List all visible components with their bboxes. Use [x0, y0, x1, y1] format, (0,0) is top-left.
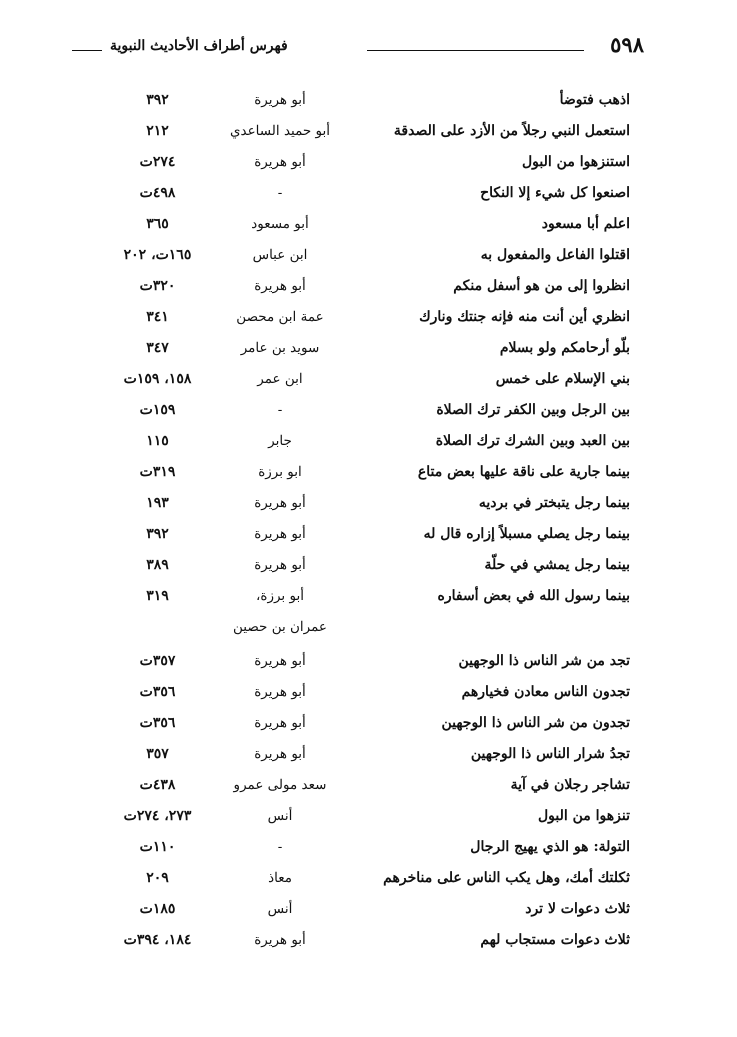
hadith-incipit: بين العبد وبين الشرك ترك الصلاة	[435, 433, 630, 449]
hadith-incipit: بني الإسلام على خمس	[495, 371, 630, 387]
narrator: -	[277, 402, 283, 418]
index-row	[100, 364, 630, 395]
index-row	[100, 426, 630, 457]
header-rule-left	[72, 50, 102, 51]
narrator: سويد بن عامر	[240, 340, 320, 356]
page-reference: ٣٩٢	[146, 526, 169, 542]
index-row	[100, 519, 630, 550]
narrator: ابن عمر	[257, 371, 303, 387]
narrator: ابن عباس	[252, 247, 308, 263]
index-row	[100, 488, 630, 519]
narrator: أبو برزة،	[256, 588, 304, 604]
hadith-incipit: بينما رجل يمشي في حلّة	[484, 557, 630, 573]
hadith-incipit: اعلم أبا مسعود	[541, 216, 630, 232]
page-reference: ٢٠٩	[146, 870, 169, 886]
narrator: عمران بن حصين	[233, 619, 327, 635]
narrator: أبو حميد الساعدي	[229, 123, 331, 139]
narrator: أنس	[267, 808, 293, 824]
page-reference: ٣١٩ت	[139, 464, 176, 480]
hadith-incipit: اذهب فتوضأ	[559, 92, 630, 108]
hadith-incipit: انظري أين أنت منه فإنه جنتك ونارك	[419, 309, 630, 325]
narrator: أبو هريرة	[254, 92, 306, 108]
index-row	[100, 801, 630, 832]
page-reference: ٣١٩	[146, 588, 169, 604]
hadith-incipit: ثلاث دعوات لا ترد	[525, 901, 630, 917]
page-reference: ١٦٥ت، ٢٠٢	[123, 247, 192, 263]
narrator: جابر	[268, 433, 292, 449]
page-reference: ٣٩٢	[146, 92, 169, 108]
hadith-incipit: بينما جارية على ناقة عليها بعض متاع	[417, 464, 630, 480]
narrator: -	[277, 185, 283, 201]
hadith-index-table	[100, 85, 630, 956]
index-row	[100, 271, 630, 302]
page-reference: ٢٧٣، ٢٧٤ت	[123, 808, 192, 824]
page-reference: ١٥٩ت	[139, 402, 176, 418]
page-reference: ٣٢٠ت	[139, 278, 176, 294]
page-reference: ٢٧٤ت	[139, 154, 176, 170]
index-row	[100, 863, 630, 894]
index-row	[100, 178, 630, 209]
index-row	[100, 832, 630, 863]
page-reference: ٢١٢	[146, 123, 169, 139]
page-reference: ٤٩٨ت	[139, 185, 176, 201]
narrator: أبو هريرة	[254, 526, 306, 542]
hadith-incipit: اقتلوا الفاعل والمفعول به	[480, 247, 630, 263]
narrator: أبو هريرة	[254, 746, 306, 762]
narrator: أبو هريرة	[254, 495, 306, 511]
page-reference: ٣٤١	[146, 309, 169, 325]
hadith-incipit: تنزهوا من البول	[537, 808, 630, 824]
narrator: أبو هريرة	[254, 684, 306, 700]
page-reference: ٣٤٧	[146, 340, 169, 356]
index-row-continuation	[100, 612, 630, 643]
narrator: معاذ	[268, 870, 292, 886]
narrator: سعد مولى عمرو	[233, 777, 327, 793]
hadith-incipit: بينما رسول الله في بعض أسفاره	[437, 588, 630, 604]
narrator: أبو هريرة	[254, 715, 306, 731]
page-reference: ١٩٣	[146, 495, 169, 511]
narrator: أبو مسعود	[251, 216, 309, 232]
hadith-incipit: بينما رجل يصلي مسبلاً إزاره قال له	[423, 526, 630, 542]
page-reference: ٣٨٩	[146, 557, 169, 573]
narrator: ابو برزة	[258, 464, 302, 480]
page-reference: ٣٥٦ت	[139, 715, 176, 731]
page-reference: ١٥٨، ١٥٩ت	[123, 371, 192, 387]
hadith-incipit: تجدون الناس معادن فخيارهم	[461, 684, 630, 700]
index-row	[100, 894, 630, 925]
header-rule-right	[367, 50, 584, 51]
running-title: فهرس أطراف الأحاديث النبوية	[110, 38, 288, 54]
index-row	[100, 209, 630, 240]
hadith-incipit: تجدون من شر الناس ذا الوجهين	[441, 715, 630, 731]
index-row	[100, 395, 630, 426]
index-row	[100, 581, 630, 612]
page-reference: ١٨٤، ٣٩٤ت	[123, 932, 192, 948]
page-reference: ٣٥٧ت	[139, 653, 176, 669]
narrator: أبو هريرة	[254, 154, 306, 170]
page-reference: ١٨٥ت	[139, 901, 176, 917]
page-reference: ٣٥٦ت	[139, 684, 176, 700]
page-number: ٥٩٨	[610, 32, 644, 57]
page-header	[72, 30, 644, 64]
hadith-incipit: ثلاث دعوات مستجاب لهم	[480, 932, 630, 948]
index-row	[100, 925, 630, 956]
narrator: -	[277, 839, 283, 855]
index-row	[100, 739, 630, 770]
page-reference: ٣٥٧	[146, 746, 169, 762]
index-row	[100, 550, 630, 581]
narrator: أبو هريرة	[254, 932, 306, 948]
narrator: أبو هريرة	[254, 278, 306, 294]
page-reference: ٤٣٨ت	[139, 777, 176, 793]
hadith-incipit: تجد من شر الناس ذا الوجهين	[458, 653, 630, 669]
hadith-incipit: بينما رجل يتبختر في برديه	[478, 495, 630, 511]
hadith-incipit: التولة: هو الذي يهيج الرجال	[470, 839, 630, 855]
hadith-incipit: استعمل النبي رجلاً من الأزد على الصدقة	[393, 123, 630, 139]
narrator: أبو هريرة	[254, 557, 306, 573]
index-row	[100, 302, 630, 333]
index-row	[100, 333, 630, 364]
index-row	[100, 85, 630, 116]
index-row	[100, 240, 630, 271]
hadith-incipit: تشاجر رجلان في آية	[510, 777, 630, 793]
index-row	[100, 770, 630, 801]
narrator: أبو هريرة	[254, 653, 306, 669]
hadith-incipit: اصنعوا كل شيء إلا النكاح	[480, 185, 630, 201]
index-row	[100, 457, 630, 488]
hadith-incipit: بلّو أرحامكم ولو بسلام	[499, 340, 630, 356]
index-row	[100, 646, 630, 677]
hadith-incipit: استنزهوا من البول	[522, 154, 630, 170]
narrator: أنس	[267, 901, 293, 917]
page-reference: ١١٥	[146, 433, 169, 449]
index-row	[100, 677, 630, 708]
page-reference: ١١٠ت	[139, 839, 176, 855]
hadith-incipit: انظروا إلى من هو أسفل منكم	[453, 278, 630, 294]
index-row	[100, 708, 630, 739]
index-row	[100, 116, 630, 147]
hadith-incipit: تجدُ شرار الناس ذا الوجهين	[470, 746, 630, 762]
index-row	[100, 147, 630, 178]
narrator: عمة ابن محصن	[236, 309, 324, 325]
hadith-incipit: ثكلتك أمك، وهل يكب الناس على مناخرهم	[383, 870, 630, 886]
page-reference: ٣٦٥	[146, 216, 169, 232]
hadith-incipit: بين الرجل وبين الكفر ترك الصلاة	[436, 402, 630, 418]
